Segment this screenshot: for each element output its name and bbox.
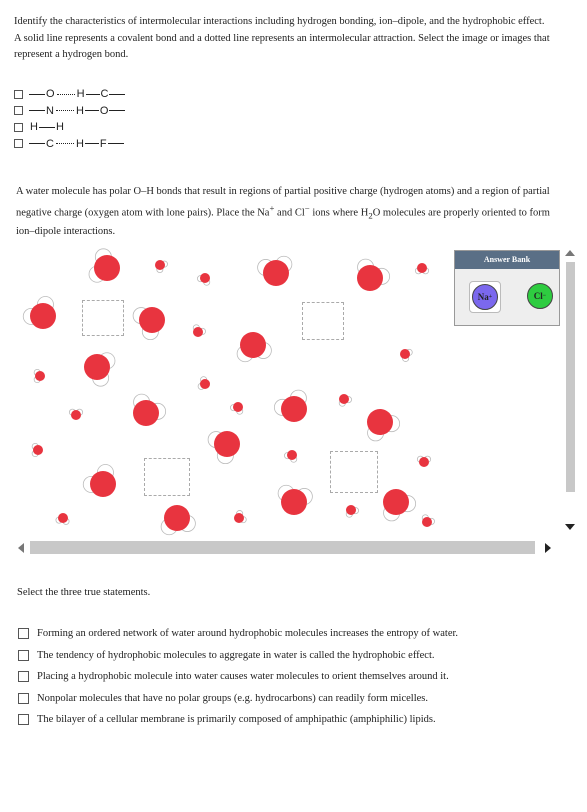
checkbox[interactable] bbox=[18, 650, 29, 661]
oxygen-atom bbox=[193, 327, 203, 337]
water-molecule bbox=[230, 402, 243, 414]
drop-target-4[interactable] bbox=[330, 451, 378, 493]
oxygen-atom bbox=[164, 505, 190, 531]
drop-target-3[interactable] bbox=[144, 458, 190, 496]
oxygen-atom bbox=[263, 260, 289, 286]
water-molecule bbox=[339, 394, 352, 406]
oxygen-atom bbox=[346, 505, 356, 515]
statement-option-2[interactable]: The tendency of hydrophobic molecules to aggregate in water is called the hydrophobic effect. bbox=[18, 645, 458, 667]
oxygen-atom bbox=[71, 410, 81, 420]
scroll-left-icon[interactable] bbox=[18, 543, 24, 553]
water-molecule bbox=[284, 450, 297, 462]
oxygen-atom bbox=[400, 349, 410, 359]
water-molecule bbox=[83, 464, 116, 497]
water-molecule bbox=[234, 510, 246, 523]
oxygen-atom bbox=[33, 445, 43, 455]
oxygen-atom bbox=[90, 471, 116, 497]
water-molecule bbox=[422, 515, 435, 527]
water-molecule bbox=[346, 505, 359, 517]
water-molecule bbox=[89, 249, 120, 282]
oxygen-atom bbox=[30, 303, 56, 329]
cl-ion[interactable]: Cl − bbox=[527, 283, 553, 309]
water-molecule bbox=[23, 296, 56, 329]
oxygen-atom bbox=[417, 263, 427, 273]
water-molecule bbox=[278, 485, 312, 515]
statements-prompt: Select the three true statements. bbox=[17, 587, 151, 598]
oxygen-atom bbox=[233, 402, 243, 412]
oxygen-atom bbox=[383, 489, 409, 515]
water-molecule bbox=[56, 513, 69, 524]
checkbox[interactable] bbox=[18, 714, 29, 725]
oxygen-atom bbox=[240, 332, 266, 358]
scroll-down-icon[interactable] bbox=[565, 524, 575, 530]
statement-option-4[interactable]: Nonpolar molecules that have no polar groups (e.g. hydrocarbons) can readily form micelles. bbox=[18, 688, 458, 710]
oxygen-atom bbox=[94, 255, 120, 281]
ion-dipole-instructions: A water molecule has polar O–H bonds that result in regions of partial positive charge (hydrogen atoms) and a region of partial negative charge (oxygen atom with lone pairs). Place the Na+ and Cl− ions where $H_2O$ molecules are properly oriented to form ion–dipole interactions. bbox=[16, 186, 550, 237]
statements-list bbox=[18, 623, 458, 731]
hbond-option-1[interactable] bbox=[14, 86, 125, 103]
molecule-diagram: O H C bbox=[29, 88, 125, 100]
vertical-scroll-thumb[interactable] bbox=[566, 262, 575, 492]
water-molecule bbox=[133, 307, 165, 340]
checkbox[interactable] bbox=[18, 628, 29, 639]
molecule-diagram: C H F bbox=[29, 138, 124, 150]
water-molecule bbox=[133, 394, 166, 426]
checkbox[interactable] bbox=[14, 123, 23, 132]
molecule-diagram: H H bbox=[30, 121, 64, 134]
vertical-scrollbar[interactable] bbox=[563, 248, 577, 538]
water-molecule bbox=[32, 443, 43, 456]
cl-ion-tile[interactable] bbox=[525, 281, 555, 311]
water-molecule bbox=[197, 273, 210, 285]
scroll-right-icon[interactable] bbox=[545, 543, 551, 553]
hbond-option-4[interactable] bbox=[14, 136, 125, 153]
oxygen-atom bbox=[281, 489, 307, 515]
na-ion[interactable]: Na + bbox=[472, 284, 498, 310]
hbond-instructions: A solid line represents a covalent bond and a dotted line represents an intermolecular attraction. Select the image or images that represent a hydrogen bond. bbox=[14, 33, 550, 60]
drop-target-1[interactable] bbox=[82, 300, 124, 336]
water-molecule bbox=[415, 263, 428, 274]
question-title: Identify the characteristics of intermolecular interactions including hydrogen bonding, ion–dipole, and the hydrophobic effect. bbox=[14, 16, 545, 27]
checkbox[interactable] bbox=[18, 693, 29, 704]
oxygen-atom bbox=[84, 354, 110, 380]
water-molecule bbox=[193, 325, 206, 337]
oxygen-atom bbox=[155, 260, 165, 270]
checkbox[interactable] bbox=[14, 106, 23, 115]
water-molecule bbox=[237, 332, 271, 362]
oxygen-atom bbox=[133, 400, 159, 426]
water-molecule bbox=[274, 390, 307, 422]
horizontal-scroll-thumb[interactable] bbox=[30, 541, 535, 554]
water-molecule bbox=[367, 409, 400, 441]
water-molecule bbox=[258, 256, 292, 286]
answer-bank-title: Answer Bank bbox=[455, 251, 559, 269]
oxygen-atom bbox=[58, 513, 68, 523]
na-ion-tile[interactable] bbox=[469, 281, 501, 313]
hbond-option-2[interactable] bbox=[14, 103, 125, 120]
water-molecule bbox=[417, 456, 430, 467]
checkbox[interactable] bbox=[14, 90, 23, 99]
statement-option-5[interactable]: The bilayer of a cellular membrane is primarily composed of amphipathic (amphiphilic) lipids. bbox=[18, 709, 458, 731]
statement-option-3[interactable]: Placing a hydrophobic molecule into water causes water molecules to orient themselves around it. bbox=[18, 666, 458, 688]
water-molecule bbox=[155, 260, 168, 273]
oxygen-atom bbox=[214, 431, 240, 457]
answer-bank bbox=[454, 250, 560, 326]
molecule-diagram: N H O bbox=[29, 105, 125, 117]
oxygen-atom bbox=[419, 457, 429, 467]
oxygen-atom bbox=[339, 394, 349, 404]
question-header bbox=[14, 14, 569, 63]
oxygen-atom bbox=[281, 396, 307, 422]
oxygen-atom bbox=[35, 371, 45, 381]
drop-target-2[interactable] bbox=[302, 302, 344, 340]
water-molecule bbox=[383, 489, 416, 521]
checkbox[interactable] bbox=[18, 671, 29, 682]
water-molecule bbox=[198, 377, 210, 390]
statement-option-1[interactable]: Forming an ordered network of water around hydrophobic molecules increases the entropy of water. bbox=[18, 623, 458, 645]
oxygen-atom bbox=[200, 379, 210, 389]
horizontal-scrollbar[interactable] bbox=[14, 541, 563, 555]
water-molecule bbox=[208, 431, 240, 464]
water-molecule bbox=[400, 349, 412, 362]
water-molecule bbox=[161, 505, 195, 535]
oxygen-atom bbox=[200, 273, 210, 283]
oxygen-atom bbox=[367, 409, 393, 435]
oxygen-atom bbox=[357, 265, 383, 291]
oxygen-atom bbox=[234, 513, 244, 523]
oxygen-atom bbox=[422, 517, 432, 527]
checkbox[interactable] bbox=[14, 139, 23, 148]
water-molecule bbox=[69, 409, 82, 420]
oxygen-atom bbox=[287, 450, 297, 460]
water-molecule bbox=[357, 259, 390, 291]
scroll-up-icon[interactable] bbox=[565, 250, 575, 256]
hbond-options bbox=[14, 86, 125, 152]
oxygen-atom bbox=[139, 307, 165, 333]
water-molecule bbox=[34, 369, 45, 382]
water-molecule bbox=[84, 353, 115, 386]
hbond-option-3[interactable] bbox=[14, 119, 125, 136]
